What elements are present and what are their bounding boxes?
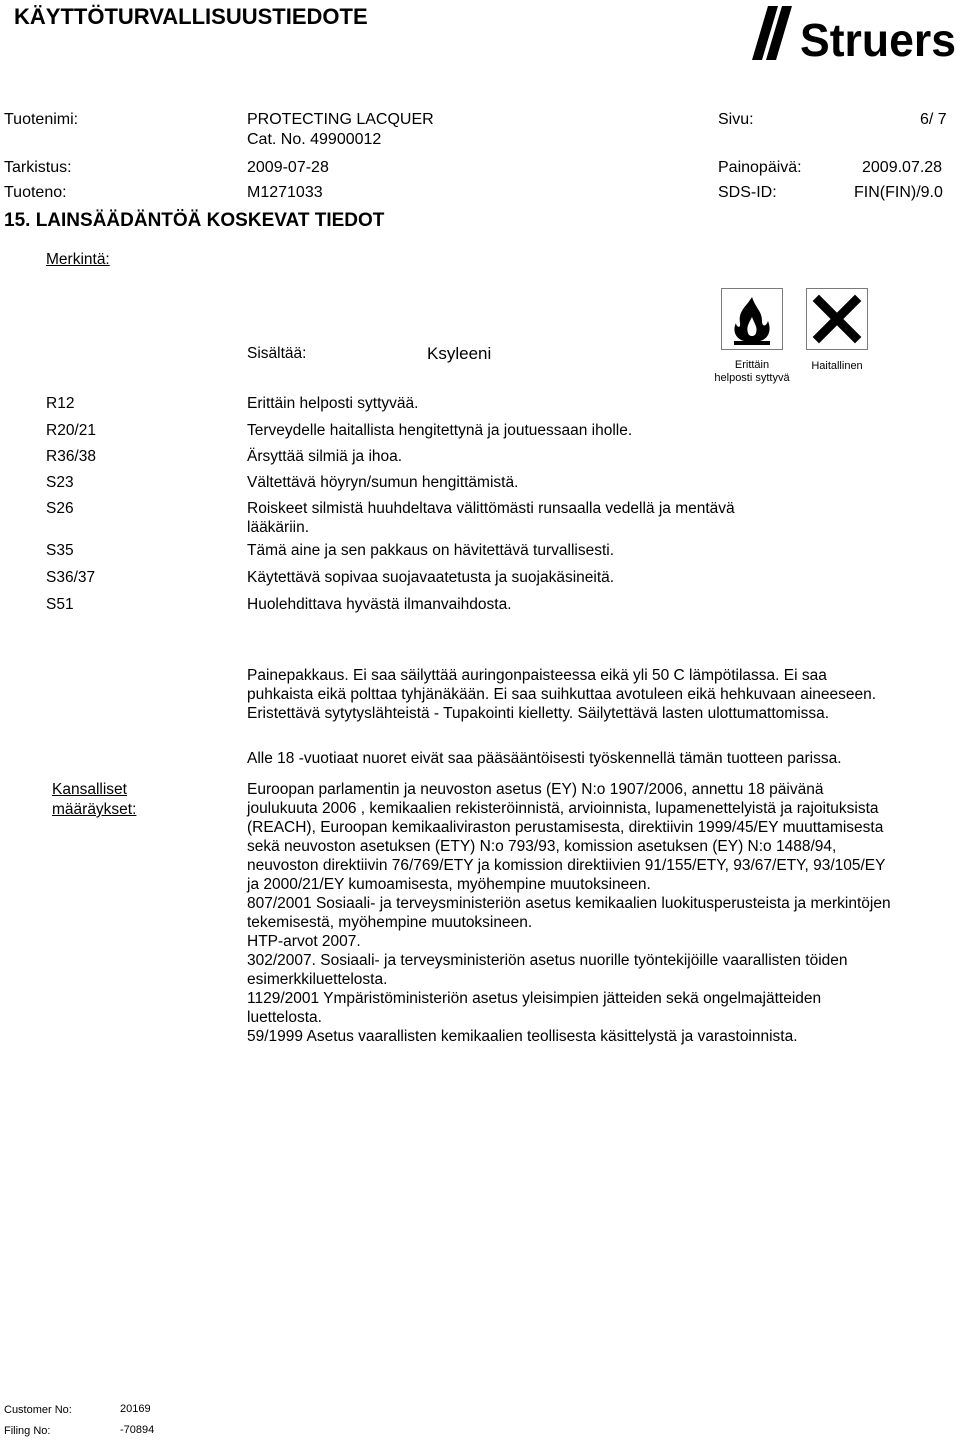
regulation-line: HTP-arvot 2007.: [247, 933, 361, 950]
phrase-text-continued: lääkäriin.: [247, 519, 310, 536]
phrase-text: Tämä aine ja sen pakkaus on hävitettävä turvallisesti.: [247, 542, 615, 559]
revision-label: Tarkistus:: [4, 159, 72, 176]
phrase-code: R36/38: [46, 448, 96, 465]
aerosol-note-line: puhkaista eikä polttaa tyhjänäkään. Ei saa suihkuttaa avotuleen eikä hehkuvaan aineeseen.: [247, 686, 877, 703]
product-name-label: Tuotenimi:: [4, 111, 79, 128]
regulation-line: (REACH), Euroopan kemikaaliviraston perustamisesta, direktiivin 1999/45/EY muuttamisesta: [247, 819, 884, 836]
sds-label: SDS-ID:: [718, 184, 777, 201]
phrase-text: Huolehdittava hyvästä ilmanvaihdosta.: [247, 596, 512, 613]
phrase-code: R12: [46, 395, 75, 412]
regulation-line: neuvoston direktiivin 76/769/ETY ja komission direktiivien 91/155/ETY, 93/67/ETY, 93/105/EY: [247, 857, 886, 874]
phrase-code: R20/21: [46, 422, 96, 439]
regulation-line: 59/1999 Asetus vaarallisten kemikaalien teollisesta käsittelystä ja varastoinnista.: [247, 1028, 798, 1045]
contains-value: Ksyleeni: [427, 344, 492, 363]
section-title: 15. LAINSÄÄDÄNTÖÄ KOSKEVAT TIEDOT: [4, 210, 385, 231]
struers-logo: [742, 0, 960, 68]
phrase-text: Ärsyttää silmiä ja ihoa.: [247, 448, 403, 465]
print-date-label: Painopäivä:: [718, 159, 802, 176]
phrase-code: S35: [46, 542, 74, 559]
page-label: Sivu:: [718, 111, 754, 128]
youth-note: Alle 18 -vuotiaat nuoret eivät saa pääsääntöisesti työskennellä tämän tuotteen parissa.: [247, 750, 842, 767]
logo-text: Struers: [800, 14, 956, 66]
phrase-text: Käytettävä sopivaa suojavaatetusta ja suojakäsineitä.: [247, 569, 615, 586]
contains-label: Sisältää:: [247, 345, 307, 362]
symbol-label-harmful: Haitallinen: [811, 360, 863, 372]
phrase-text: Roiskeet silmistä huuhdeltava välittömästi runsaalla vedellä ja mentävä: [247, 500, 735, 517]
customer-no-label: Customer No:: [4, 1404, 72, 1416]
regulation-line: 807/2001 Sosiaali- ja terveysministeriön asetus kemikaalien luokitusperusteista ja merkintöjen: [247, 895, 891, 912]
aerosol-note: [247, 666, 952, 723]
regulation-line: 1129/2001 Ympäristöministeriön asetus yleisimpien jätteiden sekä ongelmajätteiden: [247, 990, 822, 1007]
phrase-code: S36/37: [46, 569, 96, 586]
filing-no-value: -70894: [120, 1424, 155, 1436]
regulation-line: ja 2000/21/EY kumoamisesta, myöhempine muutoksineen.: [247, 876, 651, 893]
regulation-line: 302/2007. Sosiaali- ja terveysministeriön asetus nuorille työntekijöille vaarallisten töiden: [247, 952, 848, 969]
sds-value: FIN(FIN)/9.0: [854, 184, 943, 201]
page-value: 6/ 7: [920, 111, 947, 128]
print-date-value: 2009.07.28: [862, 159, 943, 176]
regulation-line: sekä neuvoston asetuksen (ETY) N:o 793/93, komission asetuksen (EY) N:o 1488/94,: [247, 838, 837, 855]
phrase-text: Terveydelle haitallista hengitettynä ja joutuessaan iholle.: [247, 422, 633, 439]
national-regulations-label: Kansalliset määräykset:: [52, 781, 137, 818]
customer-no-value: 20169: [120, 1403, 151, 1415]
regulation-line: joulukuuta 2006 , kemikaalien rekisteröinnistä, arvioinnista, lupamenettelyistä ja rajoituksista: [247, 800, 879, 817]
cat-no: Cat. No. 49900012: [247, 131, 382, 148]
regulation-line: Euroopan parlamentin ja neuvoston asetus (EY) N:o 1907/2006, annettu 18 päivänä: [247, 781, 824, 798]
symbol-label-flammable: Erittäin helposti syttyvä: [714, 359, 790, 384]
document-title: KÄYTTÖTURVALLISUUSTIEDOTE: [14, 4, 368, 29]
regulation-line: tekemisestä, myöhempine muutoksineen.: [247, 914, 533, 931]
aerosol-note-line: Eristettävä sytytyslähteistä - Tupakointi kielletty. Säilytettävä lasten ulottumattomissa.: [247, 705, 830, 722]
revision-value: 2009-07-28: [247, 159, 329, 176]
phrase-code: S51: [46, 596, 74, 613]
cross-icon: [806, 288, 868, 350]
phrase-code: S26: [46, 500, 74, 517]
product-no-label: Tuoteno:: [4, 184, 67, 201]
phrase-text: Vältettävä höyryn/sumun hengittämistä.: [247, 474, 519, 491]
product-name: PROTECTING LACQUER: [247, 111, 434, 128]
aerosol-note-line: Painepakkaus. Ei saa säilyttää auringonpaisteessa eikä yli 50 C lämpötilassa. Ei saa: [247, 667, 827, 684]
marking-label: Merkintä:: [46, 251, 110, 268]
regulation-line: luettelosta.: [247, 1009, 322, 1026]
national-regulations-text: [247, 780, 952, 1046]
phrase-text: Erittäin helposti syttyvää.: [247, 395, 419, 412]
product-no-value: M1271033: [247, 184, 323, 201]
filing-no-label: Filing No:: [4, 1425, 51, 1437]
regulation-line: esimerkkiluettelosta.: [247, 971, 388, 988]
phrase-code: S23: [46, 474, 74, 491]
flame-icon: [721, 288, 783, 350]
